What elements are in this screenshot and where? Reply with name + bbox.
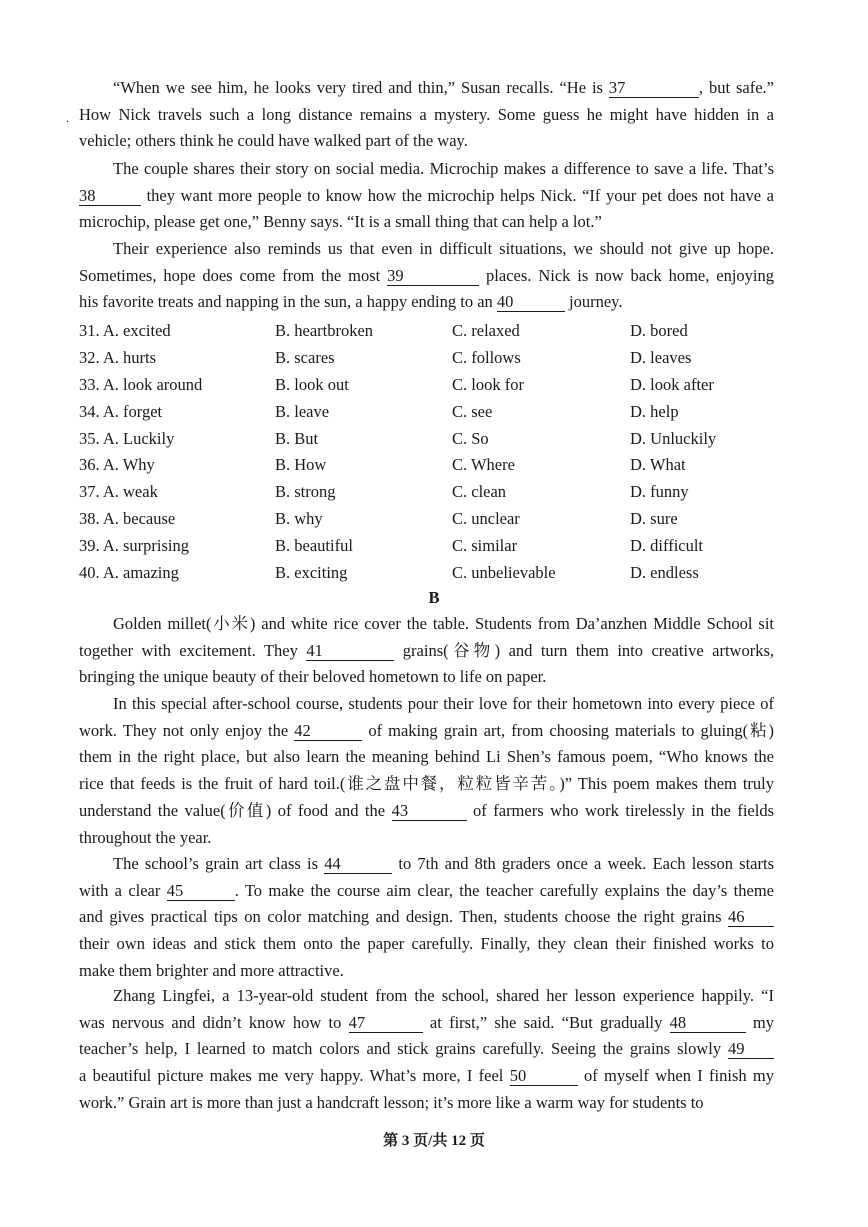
option-row [79, 399, 779, 426]
text-line [79, 664, 774, 691]
text-line [79, 798, 774, 825]
option-b: B. heartbroken [275, 321, 374, 340]
paragraph [79, 691, 774, 851]
text-segment: my [745, 1012, 774, 1032]
option-c: C. unclear [452, 509, 520, 529]
text-line [79, 1090, 774, 1117]
option-c: C. clean [452, 482, 507, 502]
text-segment: with a clear [79, 880, 167, 900]
answer-blank: 47 [349, 1014, 423, 1033]
text-segment: of myself when I finish my [577, 1066, 774, 1086]
text-line [79, 744, 774, 771]
text-line [79, 128, 774, 155]
text-segment: and gives practical tips on color matching and design. Then, students choose the right grains [79, 907, 728, 927]
text-segment: Golden millet(小米) and white rice cover the table. Students from Da’anzhen Middle School sit [113, 614, 774, 633]
paragraph [79, 236, 774, 316]
option-d: D. difficult [630, 536, 704, 556]
text-segment: at first,” she said. “But gradually [422, 1012, 670, 1032]
option-b: B. look out [275, 374, 349, 394]
text-segment: was nervous and didn’t know how to [79, 1012, 349, 1032]
option-d: D. Unluckily [630, 428, 717, 448]
text-segment: bringing the unique beauty of their beloved hometown to life on paper. [79, 667, 547, 687]
text-line [79, 1036, 774, 1063]
text-line [79, 209, 774, 236]
option-row [79, 345, 779, 372]
answer-blank: 42 [294, 722, 362, 741]
answer-blank: 40 [497, 293, 565, 312]
text-line [79, 1063, 774, 1090]
stray-mark: . [66, 111, 69, 125]
option-d: D. sure [630, 509, 678, 529]
answer-blank: 48 [670, 1014, 746, 1033]
text-segment: make them brighter and more attractive. [79, 960, 344, 980]
text-segment: throughout the year. [79, 827, 212, 847]
answer-blank: 43 [392, 802, 467, 821]
option-b: B. strong [275, 482, 336, 502]
text-line [79, 983, 774, 1010]
option-b: B. How [275, 455, 327, 475]
text-line [79, 102, 774, 129]
option-row [79, 452, 779, 479]
text-line [79, 691, 774, 718]
text-line [79, 263, 774, 290]
option-a: 36. A. Why [79, 455, 155, 475]
paragraph [79, 851, 774, 985]
option-c: C. look for [452, 374, 524, 394]
text-line [79, 156, 774, 183]
text-segment: The school’s grain art class is [113, 854, 325, 873]
text-segment: Their experience also reminds us that even in difficult situations, we should not give up hope. [113, 239, 774, 258]
option-c: C. relaxed [452, 321, 520, 340]
text-segment: of farmers who work tirelessly in the fields [466, 800, 774, 820]
text-segment: In this special after-school course, students pour their love for their hometown into every piece of [113, 694, 774, 713]
answer-blank: 38 [79, 187, 141, 206]
paragraph [79, 156, 774, 236]
option-row [79, 479, 779, 506]
text-line [79, 236, 774, 263]
option-row [79, 426, 779, 453]
text-segment: teacher’s help, I learned to match colors and stick grains carefully. Seeing the grains slowly [79, 1039, 728, 1059]
paragraph [79, 75, 774, 155]
text-line [79, 931, 774, 958]
option-b: B. exciting [275, 563, 348, 583]
text-segment: Zhang Lingfei, a 13-year-old student from the school, shared her lesson experience happily. “I [113, 986, 774, 1005]
option-a: 32. A. hurts [79, 347, 157, 367]
answer-blank: 46 [728, 908, 774, 927]
text-segment: rice that feeds is the fruit of hard toil.(谁之盘中餐，粒粒皆辛苦。)” This poem makes them truly [79, 774, 774, 794]
text-line [79, 958, 774, 985]
option-row [79, 506, 779, 533]
option-b: B. why [275, 509, 323, 529]
text-line [79, 289, 774, 316]
text-segment: work. They not only enjoy the [79, 720, 295, 740]
option-c: C. Where [452, 455, 515, 475]
answer-blank: 41 [306, 642, 394, 661]
option-a: 38. A. because [79, 509, 176, 529]
option-a: 39. A. surprising [79, 536, 190, 556]
text-segment: them in the right place, but also learn the meaning behind Li Shen’s famous poem, “Who knows the [79, 747, 774, 767]
text-segment: How Nick travels such a long distance remains a mystery. Some guess he might have hidden in a [79, 104, 774, 124]
option-row [79, 533, 779, 560]
text-segment: they want more people to know how the microchip helps Nick. “If your pet does not have a [141, 185, 774, 205]
text-segment: a beautiful picture makes me very happy. What’s more, I feel [79, 1066, 510, 1086]
text-line [79, 878, 774, 905]
option-d: D. bored [630, 321, 688, 340]
text-segment: his favorite treats and napping in the sun, a happy ending to an [79, 292, 497, 312]
page-footer: 第 3 页/共 12 页 [383, 1133, 485, 1149]
text-segment: journey. [564, 292, 623, 312]
answer-blank: 45 [167, 882, 235, 901]
option-b: B. leave [275, 401, 330, 421]
option-d: D. funny [630, 482, 689, 502]
answer-blank: 39 [387, 267, 479, 286]
option-row [79, 372, 779, 399]
option-c: C. see [452, 401, 493, 421]
text-line [79, 825, 774, 852]
option-row [79, 560, 779, 587]
option-d: D. endless [630, 563, 699, 583]
option-b: B. But [275, 428, 319, 448]
answer-options [79, 318, 779, 587]
answer-blank: 50 [510, 1067, 578, 1086]
text-segment: “When we see him, he looks very tired and thin,” Susan recalls. “He is [113, 78, 609, 97]
text-segment: together with excitement. They [79, 640, 307, 660]
section-label: B [428, 588, 440, 607]
text-segment: , but safe.” [698, 78, 774, 97]
option-c: C. So [452, 428, 489, 448]
answer-blank: 44 [324, 855, 392, 874]
text-line [79, 904, 774, 931]
text-line [79, 75, 774, 102]
text-segment: . To make the course aim clear, the teacher carefully explains the day’s theme [234, 880, 774, 900]
paragraph [79, 611, 774, 691]
option-a: 31. A. excited [79, 321, 171, 340]
answer-blank: 49 [728, 1040, 774, 1059]
option-row [79, 318, 779, 345]
text-line [79, 611, 774, 638]
text-segment: The couple shares their story on social media. Microchip makes a difference to save a life. That’s [113, 159, 774, 178]
text-line [79, 851, 774, 878]
text-segment: of making grain art, from choosing materials to gluing(粘) [362, 720, 774, 740]
text-line [79, 718, 774, 745]
text-segment: microchip, please get one,” Benny says. “It is a small thing that can help a lot.” [79, 212, 602, 232]
text-line [79, 183, 774, 210]
option-c: C. similar [452, 536, 518, 556]
text-segment: their own ideas and stick them onto the paper carefully. Finally, they clean their finished works to [79, 934, 774, 954]
option-b: B. beautiful [275, 536, 353, 556]
option-a: 37. A. weak [79, 482, 158, 502]
text-line [79, 771, 774, 798]
option-c: C. follows [452, 347, 521, 367]
text-segment: to 7th and 8th graders once a week. Each lesson starts [392, 854, 774, 873]
option-d: D. leaves [630, 347, 692, 367]
text-line [79, 1010, 774, 1037]
text-segment: Sometimes, hope does come from the most [79, 265, 388, 285]
answer-blank: 37 [609, 79, 699, 98]
text-segment: work.” Grain art is more than just a handcraft lesson; it’s more like a warm way for students to [79, 1092, 704, 1112]
option-a: 35. A. Luckily [79, 428, 175, 448]
option-a: 40. A. amazing [79, 563, 179, 583]
option-c: C. unbelievable [452, 563, 556, 583]
text-segment: places. Nick is now back home, enjoying [479, 265, 774, 285]
text-segment: understand the value(价值) of food and the [79, 800, 392, 820]
option-a: 33. A. look around [79, 374, 203, 394]
text-segment: vehicle; others think he could have walked part of the way. [79, 131, 468, 151]
paragraph [79, 983, 774, 1117]
option-a: 34. A. forget [79, 401, 163, 421]
option-b: B. scares [275, 347, 335, 367]
text-segment: grains(谷物) and turn them into creative artworks, [394, 640, 774, 660]
text-line [79, 638, 774, 665]
option-d: D. help [630, 401, 679, 421]
option-d: D. What [630, 455, 686, 475]
option-d: D. look after [630, 374, 714, 394]
